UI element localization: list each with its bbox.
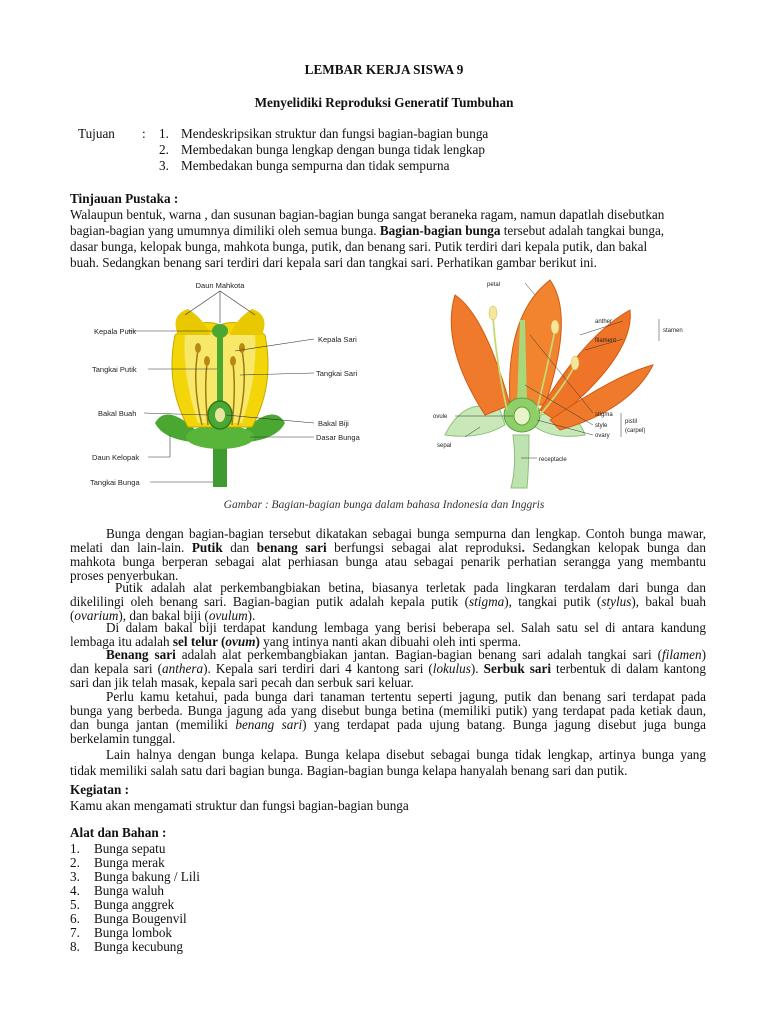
- paragraph-2-line-3: (ovarium), dan bakal biji (ovulum).: [70, 608, 256, 623]
- tujuan-num-3: 3.: [159, 158, 169, 173]
- paragraph-5-line-4: berkelamin tunggal.: [70, 731, 176, 746]
- tinjauan-line-4: buah. Sedangkan benang sari terdiri dari kepala sari dan tangkai sari. Perhatikan gambar berikut ini.: [70, 255, 597, 270]
- label-petal: petal: [487, 282, 501, 288]
- style-shape: [217, 335, 223, 405]
- paragraph-5-line-2: bunga yang berbeda. Bunga jagung ada yang disebut bunga betina (memiliki putik) yang terdapat pada ketiak daun,: [70, 703, 706, 718]
- label-sepal: sepal: [437, 443, 452, 449]
- alat-item-2: Bunga merak: [94, 855, 165, 870]
- tujuan-label: Tujuan: [78, 126, 115, 141]
- label-ovule: ovule: [433, 414, 448, 420]
- paragraph-2-line-2: dikelilingi oleh benang sari. Bagian-bagian putik adalah kepala putik (stigma), tangkai putik (stylus), bakal buah: [70, 594, 706, 609]
- tujuan-colon: :: [142, 126, 146, 141]
- stigma-shape: [212, 324, 228, 338]
- alat-num-8: 8.: [70, 939, 80, 954]
- paragraph-1-line-1: Bunga dengan bagian-bagian tersebut dikatakan sebagai bunga sempurna dan lengkap. Contoh bunga mawar,: [106, 526, 706, 541]
- tinjauan-line-1: Walaupun bentuk, warna , dan susunan bagian-bagian bunga sangat beraneka ragam, namun dapatlah disebutkan: [70, 207, 665, 222]
- worksheet-subtitle: Menyelidiki Reproduksi Generatif Tumbuhan: [254, 95, 514, 110]
- alat-num-6: 6.: [70, 911, 80, 926]
- paragraph-3-line-1: Di dalam bakal biji terdapat kandung lembaga yang berisi beberapa sel. Salah satu sel di antara kandung: [106, 620, 706, 635]
- paragraph-4-line-3: sari dan jik telah masak, kepala sari pecah dan serbuk sari keluar.: [70, 675, 414, 690]
- label-kepala-putik: Kepala Putik: [94, 327, 137, 336]
- label-style: style: [595, 423, 608, 429]
- label-dasar-bunga: Dasar Bunga: [316, 433, 360, 442]
- alat-num-5: 5.: [70, 897, 80, 912]
- paragraph-6-line-2: tidak memiliki salah satu dari bagian bunga. Bagian-bagian bunga kelapa hanyalah benang sari dan putik.: [70, 763, 628, 778]
- paragraph-6-line-1: Lain halnya dengan bunga kelapa. Bunga kelapa disebut sebagai bunga tidak lengkap, artinya bunga yang: [106, 747, 706, 762]
- paragraph-4-line-2: dan kepala sari (anthera). Kepala sari terdiri dari 4 kantong sari (lokulus). Serbuk sari terbentuk di dalam kantong: [70, 661, 706, 676]
- alat-item-5: Bunga anggrek: [94, 897, 175, 912]
- paragraph-4-line-1: Benang sari adalah alat perkembangbiakan jantan. Bagian-bagian benang sari adalah tangkai sari (filamen): [106, 647, 706, 662]
- label-tangkai-putik: Tangkai Putik: [92, 365, 137, 374]
- tinjauan-line-2: bagian-bagian yang umumnya dimiliki oleh semua bunga. Bagian-bagian bunga tersebut adalah tangkai bunga,: [70, 223, 665, 238]
- label-filament: filament: [595, 338, 617, 344]
- label-daun-kelopak: Daun Kelopak: [92, 453, 140, 462]
- alat-num-2: 2.: [70, 855, 80, 870]
- alat-item-3: Bunga bakung / Lili: [94, 869, 200, 884]
- tujuan-item-3: Membedakan bunga sempurna dan tidak sempurna: [181, 158, 450, 173]
- paragraph-1-line-4: proses penyerbukan.: [70, 568, 179, 583]
- paragraph-1-line-3: mahkota bunga berperan sebagai alat perhiasan bunga atau sebagai penarik perhatian serangga yang membantu: [70, 554, 706, 569]
- label-bakal-biji: Bakal Biji: [318, 419, 349, 428]
- paragraph-5-line-1: Perlu kamu ketahui, pada bunga dari tanaman tertentu seperti jagung, putik dan benang sari terdapat pada: [106, 689, 706, 704]
- paragraph-3-line-2: lembaga itu adalah sel telur (ovum) yang intinya nanti akan dibuahi oleh inti sperma.: [70, 634, 521, 649]
- label-daun-mahkota: Daun Mahkota: [195, 281, 245, 290]
- alat-num-4: 4.: [70, 883, 80, 898]
- paragraph-1-line-2: melati dan lain-lain. Putik dan benang sari berfungsi sebagai alat reproduksi. Sedangkan kelopak bunga dan: [70, 540, 706, 555]
- label-tangkai-bunga: Tangkai Bunga: [90, 478, 140, 487]
- tujuan-num-1: 1.: [159, 126, 169, 141]
- flower-diagram-indonesian: [70, 275, 370, 490]
- label-anther: anther: [595, 319, 613, 325]
- label-ovary: ovary: [595, 433, 610, 439]
- alat-num-7: 7.: [70, 925, 80, 940]
- paragraph-5-line-3: dan bunga jantan (memiliki benang sari) yang terdapat pada ujung batang. Bunga jagung disebut juga bunga: [70, 717, 706, 732]
- label-stamen: stamen: [663, 328, 683, 334]
- alat-item-4: Bunga waluh: [94, 883, 164, 898]
- tujuan-item-1: Mendeskripsikan struktur dan fungsi bagian-bagian bunga: [181, 126, 489, 141]
- tujuan-item-2: Membedakan bunga lengkap dengan bunga tidak lengkap: [181, 142, 485, 157]
- label-pistil: pistil: [625, 419, 638, 425]
- kegiatan-heading: Kegiatan :: [70, 782, 129, 797]
- figure-caption: Gambar : Bagian-bagian bunga dalam bahasa Indonesia dan Inggris: [223, 499, 545, 511]
- alat-heading: Alat dan Bahan :: [70, 825, 167, 840]
- label-carpel: (carpel): [625, 428, 646, 434]
- alat-item-7: Bunga lombok: [94, 925, 173, 940]
- label-tangkai-sari: Tangkai Sari: [316, 369, 358, 378]
- tinjauan-heading: Tinjauan Pustaka :: [70, 191, 179, 206]
- flower-diagram-english: [425, 275, 695, 490]
- alat-item-6: Bunga Bougenvil: [94, 911, 187, 926]
- label-receptacle: receptacle: [539, 457, 567, 463]
- worksheet-title: LEMBAR KERJA SISWA 9: [304, 62, 464, 77]
- label-kepala-sari: Kepala Sari: [318, 335, 357, 344]
- alat-num-1: 1.: [70, 841, 80, 856]
- label-stigma: stigma: [595, 412, 613, 418]
- alat-item-8: Bunga kecubung: [94, 939, 183, 954]
- alat-item-1: Bunga sepatu: [94, 841, 166, 856]
- paragraph-2-line-1: Putik adalah alat perkembangbiakan betina, biasanya terletak pada lingkaran terdalam dari bunga dan: [115, 580, 706, 595]
- alat-num-3: 3.: [70, 869, 80, 884]
- label-bakal-buah: Bakal Buah: [98, 409, 137, 418]
- kegiatan-text: Kamu akan mengamati struktur dan fungsi bagian-bagian bunga: [70, 798, 409, 813]
- tinjauan-line-3: dasar bunga, kelopak bunga, mahkota bunga, putik, dan benang sari. Putik terdiri dari kepala putik, dan bakal: [70, 239, 648, 254]
- tujuan-num-2: 2.: [159, 142, 169, 157]
